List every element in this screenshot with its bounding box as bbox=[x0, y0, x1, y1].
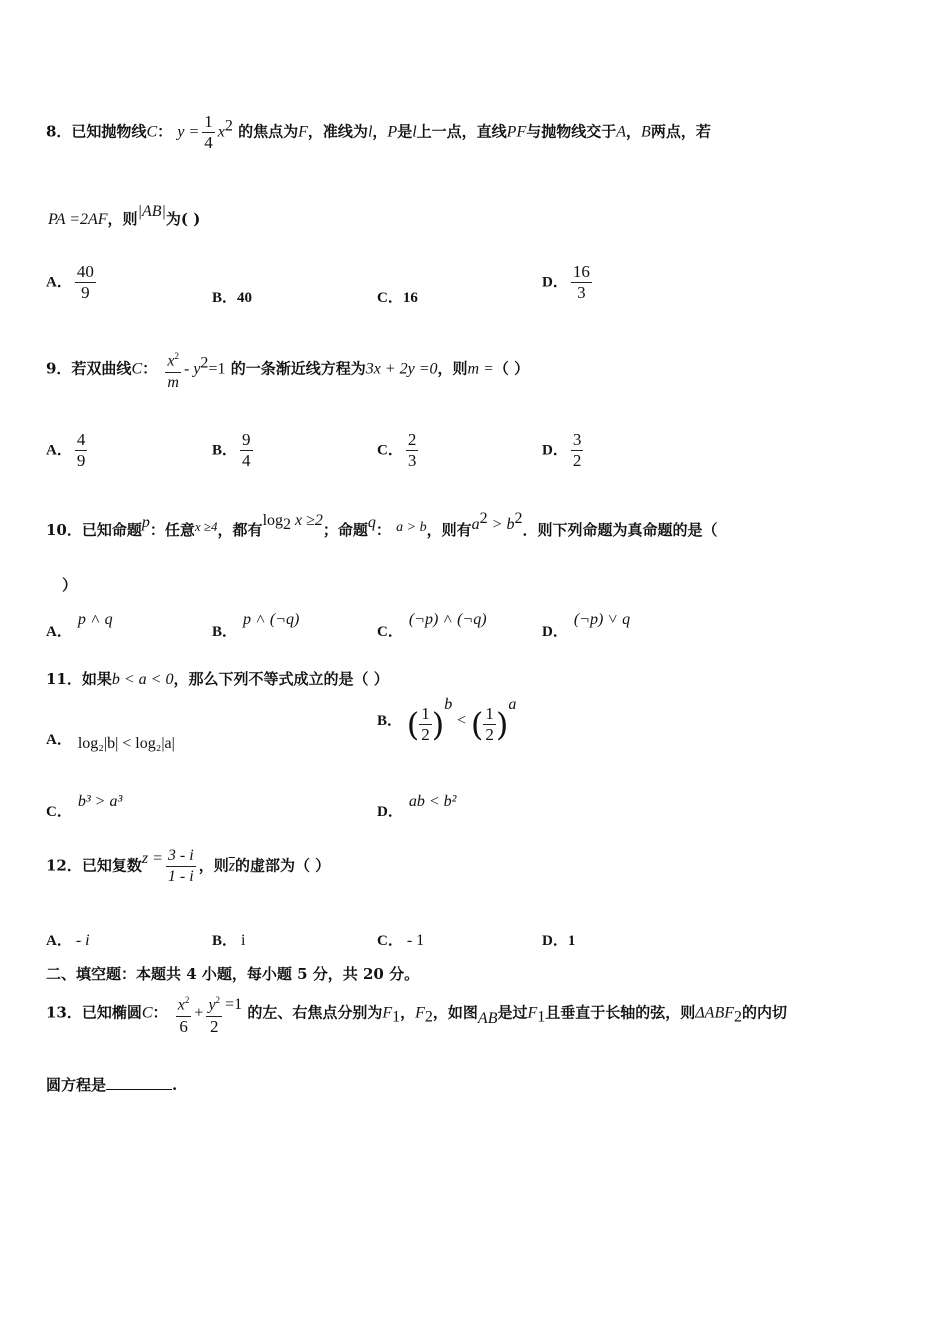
q8-l: l bbox=[367, 123, 373, 141]
q8-text-b: 的焦点为 bbox=[238, 122, 299, 141]
q8-option-c[interactable]: C．16 bbox=[377, 290, 418, 306]
q11-option-a[interactable]: A． log₂|b| < log₂|a| bbox=[46, 732, 175, 752]
q9-asymptote: 3x + 2y =0 bbox=[365, 360, 438, 378]
q8-y-eq: y = bbox=[177, 123, 200, 141]
q8-text-g: 与抛物线交于 bbox=[526, 122, 617, 141]
q9-option-a[interactable]: A． $\frac{4}{9}$ bbox=[46, 430, 86, 470]
q8-text-d: ， bbox=[372, 122, 388, 141]
q9-fraction: $\frac{x^2}{m}$ bbox=[165, 346, 181, 393]
q10-p: p bbox=[141, 514, 150, 531]
q8-text-h: 两点，若 bbox=[650, 122, 711, 141]
q12-option-a[interactable]: A． - i bbox=[46, 932, 90, 949]
q8-P: P bbox=[387, 123, 398, 141]
q12-text-c: 的虚部为（ ） bbox=[234, 856, 331, 875]
q8-colon: ： bbox=[157, 122, 173, 141]
q10-option-b[interactable]: B．p ˄ (¬q) bbox=[212, 611, 300, 640]
q8-PF: PF bbox=[506, 123, 527, 141]
q12-option-b[interactable]: B． i bbox=[212, 932, 246, 949]
q8-fraction: $\frac{1}{4}$ bbox=[204, 112, 213, 152]
q13-eq1: =1 bbox=[225, 996, 243, 1014]
q13-text-b: 的左、右焦点分别为 bbox=[247, 1003, 383, 1022]
q9-text-b: 的一条渐近线方程为 bbox=[230, 359, 366, 378]
q10-ab: a > b bbox=[396, 520, 427, 535]
q13-plus: + bbox=[194, 1004, 204, 1022]
q13-text-line2: 圆方程是 bbox=[46, 1076, 107, 1094]
q13-fraction-1: $\frac{x^2}{6}$ bbox=[176, 990, 192, 1037]
q8-sep: ， bbox=[626, 122, 642, 141]
q8-l2: l bbox=[412, 123, 417, 141]
q12-z-eq: z = bbox=[141, 849, 163, 867]
question-8-line-2 bbox=[48, 203, 201, 229]
q8-text: 8．已知抛物线 bbox=[46, 122, 147, 141]
q13-F1: F bbox=[382, 1004, 393, 1022]
q12-fraction: $\frac{3 - i}{1 - i}$ bbox=[167, 847, 194, 885]
question-13: 13．已知椭圆C： $\frac{x^2}{6}$ + $\frac{y^2}{2}$ =1 的左、右焦点分别为$F_1$，$F_2$，如图AB是过$F_1$且垂直于长轴的弦，则$\Delta ABF_2$的内切 bbox=[46, 990, 787, 1037]
q8-text-c: ，准线为 bbox=[307, 122, 368, 141]
q8-condition: PA =2AF bbox=[48, 211, 108, 228]
question-10: 10．已知命题p：任意x ≥4，都有$\log_2 x \ge 2$；命题q： a > b，则有$a^2 > b^2$．则下列命题为真命题的是（ bbox=[46, 510, 718, 539]
q8-C: C bbox=[146, 123, 158, 141]
question-13-line-2 bbox=[46, 1074, 177, 1095]
q12-then: ，则 bbox=[198, 856, 229, 875]
section-fill-in-blank-heading: 二、填空题：本题共 4 小题，每小题 5 分，共 20 分。 bbox=[46, 965, 420, 983]
q10-text-f: ，则有 bbox=[426, 521, 472, 539]
q8-then: ，则 bbox=[107, 210, 138, 228]
q8-AB-abs: |AB| bbox=[137, 203, 166, 220]
q10-text-g: ．则下列命题为真命题的是（ bbox=[522, 521, 718, 539]
q12-option-c[interactable]: C． - 1 bbox=[377, 932, 425, 949]
q13-triangle: ΔABF bbox=[695, 1004, 734, 1022]
q8-option-d[interactable]: D． $\frac{16}{3}$ bbox=[542, 262, 590, 302]
q10-option-c[interactable]: C．(¬p) ˄ (¬q) bbox=[377, 611, 487, 640]
q13-text-f: 的内切 bbox=[742, 1003, 788, 1022]
q10-text: 10．已知命题 bbox=[46, 521, 142, 539]
q11-text-b: ，那么下列不等式成立的是（ ） bbox=[173, 670, 389, 688]
q13-text: 13．已知椭圆 bbox=[46, 1003, 142, 1022]
q8-text-f: 上一点，直线 bbox=[416, 122, 507, 141]
q9-colon: ： bbox=[142, 359, 158, 378]
q9-option-d[interactable]: D． $\frac{3}{2}$ bbox=[542, 430, 582, 470]
answer-blank[interactable] bbox=[106, 1075, 172, 1090]
q10-log-rest: x ≥2 bbox=[291, 512, 323, 529]
q12-text: 12．已知复数 bbox=[46, 856, 142, 875]
q10-option-a[interactable]: A．p ˄ q bbox=[46, 611, 113, 640]
q9-eq1: =1 bbox=[208, 360, 226, 378]
q8-x: x bbox=[217, 123, 225, 141]
q13-text-d: 是过 bbox=[497, 1003, 528, 1022]
q8-option-a[interactable]: A． $\frac{40}{9}$ bbox=[46, 262, 94, 302]
q9-answer-paren: （ ） bbox=[493, 359, 530, 378]
q10-option-d[interactable]: D．(¬p) ˅ q bbox=[542, 611, 631, 640]
question-9: 9．若双曲线C： $\frac{x^2}{m}$ - $y^2=1$ 的一条渐近线方程为3x + 2y =0，则m =（ ） bbox=[46, 346, 529, 393]
q13-text-c: ，如图 bbox=[432, 1003, 478, 1022]
q11-text: 11．如果 bbox=[46, 670, 112, 688]
q10-a2: a bbox=[471, 516, 480, 533]
q10-close-paren: ） bbox=[62, 576, 78, 594]
q11-option-d[interactable]: D．ab < b² bbox=[377, 793, 457, 820]
q10-text-d: ；命题 bbox=[322, 521, 368, 539]
q9-option-c[interactable]: C． $\frac{2}{3}$ bbox=[377, 430, 417, 470]
q8-answer-paren: 为( ) bbox=[165, 210, 201, 228]
q9-then: ，则 bbox=[437, 359, 468, 378]
q13-AB: AB bbox=[477, 1010, 498, 1028]
q9-m-eq: m = bbox=[467, 360, 494, 378]
q10-text-b: ：任意 bbox=[149, 521, 195, 539]
q8-F: F bbox=[298, 123, 308, 141]
q10-b2: > b bbox=[487, 516, 515, 533]
q13-text-e: 且垂直于长轴的弦，则 bbox=[545, 1003, 696, 1022]
q10-colon: ： bbox=[375, 521, 391, 539]
q10-cond: x ≥4 bbox=[194, 519, 218, 534]
question-12 bbox=[46, 846, 330, 887]
q10-log: log bbox=[262, 512, 284, 529]
q11-cond: b < a < 0 bbox=[111, 671, 174, 688]
q11-option-c[interactable]: C．b³ > a³ bbox=[46, 793, 123, 820]
q13-sep: ， bbox=[400, 1003, 416, 1022]
q9-option-b[interactable]: B． $\frac{9}{4}$ bbox=[212, 430, 251, 470]
q13-colon: ： bbox=[152, 1003, 168, 1022]
q10-q: q bbox=[367, 514, 376, 531]
q13-F1b: F bbox=[527, 1004, 538, 1022]
q9-C: C bbox=[131, 360, 143, 378]
q13-period: . bbox=[172, 1076, 178, 1094]
q13-F2: F bbox=[415, 1004, 425, 1022]
q13-fraction-2: $\frac{y^2}{2}$ bbox=[206, 990, 222, 1037]
q9-minus-y: - y bbox=[183, 360, 201, 378]
q9-text: 9．若双曲线 bbox=[46, 359, 132, 378]
q8-option-b[interactable]: B．40 bbox=[212, 290, 253, 306]
q12-zbar: $\overline{z}$ bbox=[228, 857, 235, 875]
question-8-line-1: 8．已知抛物线C： y = $\frac{1}{4}$ $x^2$ 的焦点为F，准线为l，P是l上一点，直线PF与抛物线交于A，B两点，若 bbox=[46, 112, 711, 152]
q10-text-c: ，都有 bbox=[217, 521, 263, 539]
q8-A: A bbox=[616, 123, 627, 141]
q8-text-e: 是 bbox=[397, 122, 413, 141]
q8-B: B bbox=[641, 123, 651, 141]
q12-option-d[interactable]: D．1 bbox=[542, 933, 576, 949]
q11-option-b[interactable]: B． ( $\frac{1}{2}$ )$^b$ < ( $\frac{1}{2}$ )$^a$ bbox=[377, 695, 517, 744]
q13-C: C bbox=[141, 1004, 153, 1022]
question-11 bbox=[46, 668, 389, 689]
